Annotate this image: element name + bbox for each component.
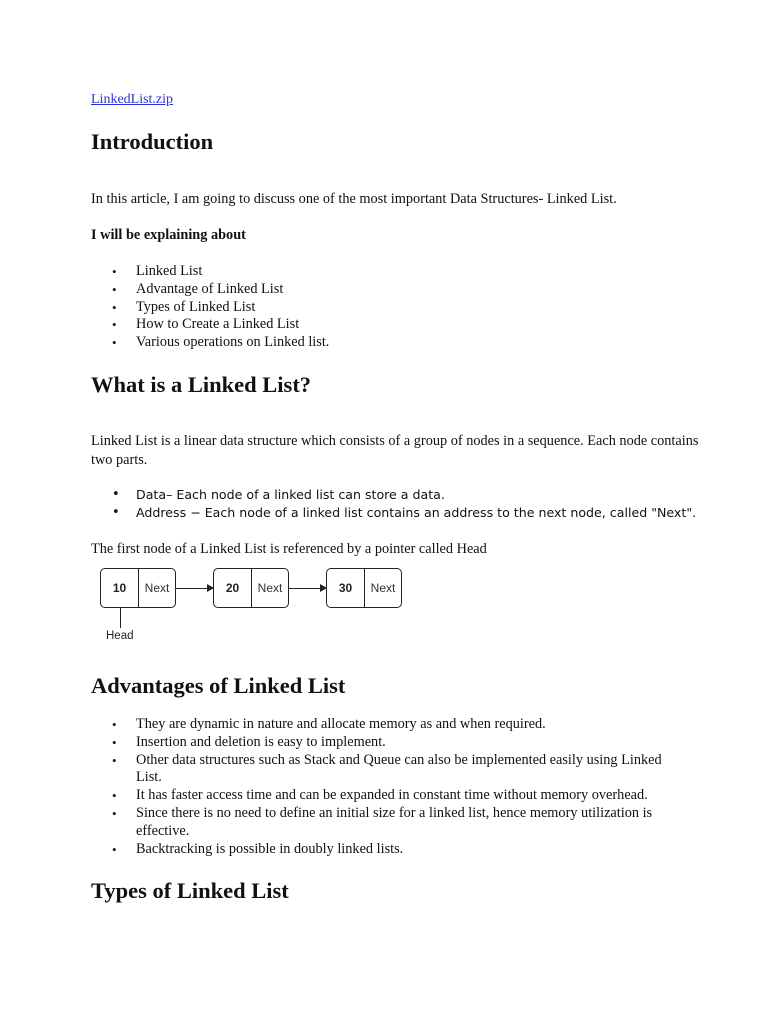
node-value: 30 xyxy=(327,569,365,607)
intro-list xyxy=(91,263,691,352)
linked-list-diagram xyxy=(100,568,410,648)
list-item: • They are dynamic in nature and allocate memory as and when required. xyxy=(91,716,681,734)
list-item: • Various operations on Linked list. xyxy=(91,334,691,352)
node-parts-list xyxy=(91,486,711,522)
what-is-paragraph: Linked List is a linear data structure which consists of a group of nodes in a sequence. Each node contains two parts. xyxy=(91,433,699,468)
list-item: • Data– Each node of a linked list can store a data. xyxy=(91,486,711,504)
node-value: 20 xyxy=(214,569,252,607)
list-item: • How to Create a Linked List xyxy=(91,316,691,334)
heading-introduction: Introduction xyxy=(91,129,214,154)
head-pointer-line xyxy=(120,608,121,628)
download-link[interactable]: LinkedList.zip xyxy=(91,92,174,107)
next-arrow xyxy=(176,588,213,589)
head-pointer-text: The first node of a Linked List is referenced by a pointer called Head xyxy=(91,541,487,557)
node-value: 10 xyxy=(101,569,139,607)
list-item: • Other data structures such as Stack and Queue can also be implemented easily using Linked List. xyxy=(91,752,681,788)
list-node xyxy=(213,568,289,608)
list-item: • Linked List xyxy=(91,263,691,281)
node-next: Next xyxy=(370,581,396,595)
list-node xyxy=(100,568,176,608)
intro-subheading: I will be explaining about xyxy=(91,227,246,243)
list-item: • It has faster access time and can be expanded in constant time without memory overhead. xyxy=(91,787,681,805)
list-item: • Backtracking is possible in doubly linked lists. xyxy=(91,841,681,859)
heading-advantages: Advantages of Linked List xyxy=(91,673,346,698)
next-arrow xyxy=(289,588,326,589)
node-next: Next xyxy=(144,581,170,595)
list-item: • Since there is no need to define an initial size for a linked list, hence memory utilization is effective. xyxy=(91,805,681,841)
heading-types: Types of Linked List xyxy=(91,878,289,903)
head-label: Head xyxy=(106,630,134,642)
intro-paragraph: In this article, I am going to discuss one of the most important Data Structures- Linked List. xyxy=(91,191,617,207)
list-item: • Address − Each node of a linked list contains an address to the next node, called "Next". xyxy=(91,504,711,522)
list-item: • Insertion and deletion is easy to implement. xyxy=(91,734,681,752)
heading-what-is-linked-list: What is a Linked List? xyxy=(91,372,312,397)
list-item: • Advantage of Linked List xyxy=(91,281,691,299)
list-node xyxy=(326,568,402,608)
node-next: Next xyxy=(257,581,283,595)
list-item: • Types of Linked List xyxy=(91,299,691,317)
advantages-list xyxy=(91,716,681,858)
